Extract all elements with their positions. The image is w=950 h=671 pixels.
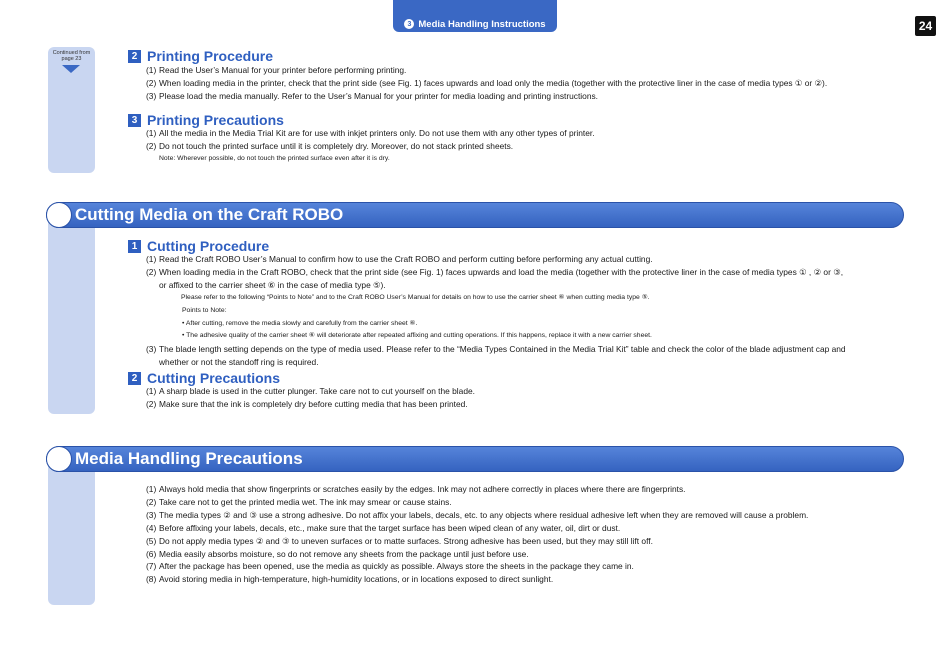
item-marker: (2) bbox=[146, 496, 157, 507]
item-marker: (6) bbox=[146, 548, 157, 559]
item-marker: (5) bbox=[146, 535, 157, 546]
cutting-section-title: Cutting Media on the Craft ROBO bbox=[75, 205, 344, 224]
item-text: Read the Craft ROBO User’s Manual to confirm how to use the Craft ROBO and perform cutting before performing any actual cutting. bbox=[159, 254, 653, 264]
circle-icon bbox=[46, 202, 72, 228]
point-item: • After cutting, remove the media slowly and carefully from the carrier sheet ⑥. bbox=[182, 319, 418, 327]
printing-procedure-title: Printing Procedure bbox=[147, 48, 274, 64]
list-item bbox=[146, 90, 906, 103]
item-marker: (1) bbox=[146, 254, 157, 264]
item-marker: (2) bbox=[146, 398, 157, 409]
printing-precautions-heading bbox=[128, 112, 284, 128]
continued-line2: page 23 bbox=[61, 56, 82, 62]
printing-precautions-list bbox=[146, 127, 906, 166]
cutting-precautions-title: Cutting Precautions bbox=[147, 370, 281, 386]
list-item bbox=[146, 496, 906, 509]
cutting-procedure-heading bbox=[128, 238, 269, 254]
item-marker: (1) bbox=[146, 65, 157, 75]
item-text: Media easily absorbs moisture, so do not remove any sheets from the package until just before use. bbox=[159, 548, 529, 559]
item-marker: (3) bbox=[146, 509, 157, 520]
list-item bbox=[146, 127, 906, 140]
item-marker: (2) bbox=[146, 140, 157, 151]
list-item bbox=[146, 77, 906, 90]
item-text: The media types ② and ③ use a strong adhesive. Do not affix your labels, decals, etc. to any objects where residual adhesive left when they are removed will cause a problem. bbox=[159, 509, 809, 520]
list-item bbox=[146, 343, 906, 356]
list-item bbox=[146, 535, 906, 548]
arrow-down-icon bbox=[62, 65, 80, 73]
printing-procedure-heading bbox=[128, 48, 273, 64]
continued-note bbox=[48, 50, 95, 62]
cutting-precautions-list bbox=[146, 385, 906, 411]
item-text: Do not apply media types ② and ③ to uneven surfaces or to matte surfaces. Strong adhesive has been used, but they may still lift off. bbox=[159, 535, 653, 546]
item-marker: (8) bbox=[146, 574, 157, 585]
list-item bbox=[146, 398, 906, 411]
cutting-precautions-heading bbox=[128, 370, 280, 386]
list-item bbox=[146, 64, 906, 77]
cutting-procedure-list bbox=[146, 253, 906, 369]
cutting-precautions-badge: 2 bbox=[128, 372, 141, 385]
printing-note: Note: Wherever possible, do not touch the printed surface even after it is dry. bbox=[159, 154, 390, 162]
item-text: Please load the media manually. Refer to the User’s Manual for your printer for media loading and printing instructions. bbox=[159, 90, 598, 101]
item-marker: (1) bbox=[146, 484, 157, 494]
list-item bbox=[146, 522, 906, 535]
item-text: A sharp blade is used in the cutter plunger. Take care not to cut yourself on the blade. bbox=[159, 386, 475, 396]
section-number: 3 bbox=[404, 19, 414, 29]
item-text: Always hold media that show fingerprints or scratches easily by the edges. Ink may not adhere correctly in places where there are fingerprints. bbox=[159, 484, 686, 494]
list-item bbox=[146, 253, 906, 266]
list-item bbox=[146, 385, 906, 398]
list-item bbox=[146, 509, 906, 522]
item-text: When loading media in the printer, check that the print side (see Fig. 1) faces upwards and load only the media (together with the protective liner in the case of media types ① or ②). bbox=[159, 77, 828, 88]
item-marker: (7) bbox=[146, 561, 157, 572]
page-number: 24 bbox=[915, 16, 936, 36]
list-item bbox=[146, 560, 906, 573]
cutting-procedure-badge: 1 bbox=[128, 240, 141, 253]
item-text: Take care not to get the printed media wet. The ink may smear or cause stains. bbox=[159, 496, 452, 507]
item-marker: (1) bbox=[146, 128, 157, 138]
item-text: After the package has been opened, use the media as quickly as possible. Always store the sheets in the package they came in. bbox=[159, 561, 634, 572]
item-text: Do not touch the printed surface until it is completely dry. Moreover, do not stack printed sheets. bbox=[159, 140, 514, 151]
item-text: Before affixing your labels, decals, etc., make sure that the target surface has been wiped clean of any water, oil, dirt or dust. bbox=[159, 522, 621, 533]
item-marker: (1) bbox=[146, 386, 157, 396]
item-continuation bbox=[146, 279, 906, 292]
handling-section-band bbox=[46, 446, 904, 472]
list-item bbox=[146, 266, 906, 279]
list-item bbox=[146, 548, 906, 561]
item-text: When loading media in the Craft ROBO, check that the print side (see Fig. 1) faces upwards and load the media (together with the protective liner in the case of media types ① , ② or ③, bbox=[159, 266, 844, 277]
item-text: Read the User’s Manual for your printer before performing printing. bbox=[159, 65, 407, 75]
item-marker: (3) bbox=[146, 90, 157, 101]
printing-procedure-list bbox=[146, 64, 906, 103]
item-text: whether or not the standoff ring is required. bbox=[159, 357, 319, 368]
printing-precautions-title: Printing Precautions bbox=[147, 112, 284, 128]
item-marker: (3) bbox=[146, 344, 157, 355]
list-item bbox=[146, 483, 906, 496]
handling-precautions-list bbox=[146, 483, 906, 586]
continued-line1: Continued from bbox=[52, 50, 91, 56]
carrier-sheet-note: Please refer to the following “Points to Note” and to the Craft ROBO User’s Manual for details on how to use the carrier sheet ⑥ when cutting media type ⑤. bbox=[181, 293, 650, 301]
point-item: • The adhesive quality of the carrier sheet ⑥ will deteriorate after repeated affixing and cutting operations. If this happens, replace it with a new carrier sheet. bbox=[182, 332, 652, 340]
circle-icon bbox=[46, 446, 72, 472]
cutting-procedure-title: Cutting Procedure bbox=[147, 238, 270, 254]
side-bar-cutting bbox=[48, 210, 95, 414]
item-text: The blade length setting depends on the type of media used. Please refer to the “Media Types Contained in the Media Trial Kit” table and check the color of the blade adjustment cap and bbox=[159, 344, 846, 355]
item-text: Make sure that the ink is completely dry before cutting media that has been printed. bbox=[159, 398, 468, 409]
printing-procedure-badge: 2 bbox=[128, 50, 141, 63]
item-text: Avoid storing media in high-temperature, high-humidity locations, or in locations exposed to direct sunlight. bbox=[159, 574, 554, 585]
section-tab-title: Media Handling Instructions bbox=[418, 18, 546, 30]
section-tab bbox=[393, 0, 557, 32]
item-marker: (2) bbox=[146, 77, 157, 88]
points-to-note-title: Points to Note: bbox=[182, 306, 227, 314]
item-continuation bbox=[146, 356, 906, 369]
item-text: or affixed to the carrier sheet ⑥ in the case of media type ⑤). bbox=[159, 279, 386, 290]
list-item bbox=[146, 573, 906, 586]
item-text: All the media in the Media Trial Kit are for use with inkjet printers only. Do not use them with any other types of printer. bbox=[159, 128, 595, 138]
printing-precautions-badge: 3 bbox=[128, 114, 141, 127]
handling-section-title: Media Handling Precautions bbox=[75, 449, 303, 468]
item-marker: (4) bbox=[146, 522, 157, 533]
side-bar-handling bbox=[48, 452, 95, 605]
item-marker: (2) bbox=[146, 266, 157, 277]
list-item bbox=[146, 140, 906, 153]
cutting-section-band bbox=[46, 202, 904, 228]
